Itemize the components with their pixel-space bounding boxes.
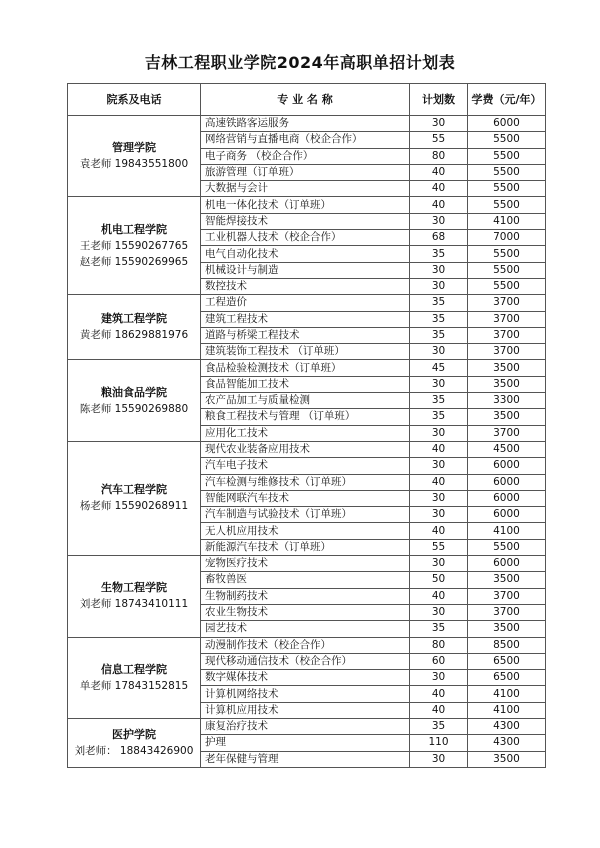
major-name: 农产品加工与质量检测 <box>201 393 410 409</box>
department-contact: 陈老师 15590269880 <box>79 402 189 415</box>
department-name: 汽车工程学院 <box>101 483 167 497</box>
tuition-fee: 3700 <box>468 588 546 604</box>
major-name: 工程造价 <box>201 295 410 311</box>
department-name: 信息工程学院 <box>101 662 167 676</box>
plan-count: 35 <box>410 295 468 311</box>
major-name: 宠物医疗技术 <box>201 556 410 572</box>
department-contact: 袁老师 19843551800 <box>79 158 189 171</box>
major-name: 畜牧兽医 <box>201 572 410 588</box>
table-row <box>68 360 546 376</box>
major-name: 护理 <box>201 735 410 751</box>
table-body <box>68 116 546 768</box>
major-name: 电气自动化技术 <box>201 246 410 262</box>
tuition-fee: 4100 <box>468 213 546 229</box>
major-name: 动漫制作技术（校企合作） <box>201 637 410 653</box>
major-name: 电子商务 （校企合作） <box>201 148 410 164</box>
plan-count: 55 <box>410 539 468 555</box>
plan-count: 30 <box>410 604 468 620</box>
major-name: 农业生物技术 <box>201 604 410 620</box>
plan-count: 30 <box>410 278 468 294</box>
tuition-fee: 3700 <box>468 295 546 311</box>
tuition-fee: 6000 <box>468 556 546 572</box>
plan-count: 30 <box>410 116 468 132</box>
header-fee: 学费（元/年） <box>468 84 546 116</box>
table-header-row <box>68 84 546 116</box>
major-name: 计算机应用技术 <box>201 702 410 718</box>
major-name: 应用化工技术 <box>201 425 410 441</box>
tuition-fee: 3500 <box>468 751 546 767</box>
table-row <box>68 718 546 734</box>
major-name: 汽车电子技术 <box>201 458 410 474</box>
tuition-fee: 6000 <box>468 116 546 132</box>
department-name: 粮油食品学院 <box>101 385 167 399</box>
tuition-fee: 3500 <box>468 376 546 392</box>
table-row <box>68 637 546 653</box>
tuition-fee: 5500 <box>468 262 546 278</box>
major-name: 旅游管理（订单班） <box>201 164 410 180</box>
major-name: 康复治疗技术 <box>201 718 410 734</box>
table-row <box>68 116 546 132</box>
tuition-fee: 3500 <box>468 572 546 588</box>
plan-count: 40 <box>410 702 468 718</box>
major-name: 粮食工程技术与管理 （订单班） <box>201 409 410 425</box>
plan-count: 30 <box>410 670 468 686</box>
tuition-fee: 3700 <box>468 425 546 441</box>
plan-count: 35 <box>410 409 468 425</box>
major-name: 智能网联汽车技术 <box>201 490 410 506</box>
tuition-fee: 4100 <box>468 702 546 718</box>
department-cell <box>68 360 201 441</box>
table-row <box>68 556 546 572</box>
major-name: 数字媒体技术 <box>201 670 410 686</box>
plan-count: 35 <box>410 246 468 262</box>
plan-count: 30 <box>410 507 468 523</box>
plan-count: 80 <box>410 148 468 164</box>
major-name: 道路与桥梁工程技术 <box>201 327 410 343</box>
tuition-fee: 5500 <box>468 197 546 213</box>
tuition-fee: 3500 <box>468 409 546 425</box>
plan-count: 50 <box>410 572 468 588</box>
tuition-fee: 4300 <box>468 735 546 751</box>
department-contact: 杨老师 15590268911 <box>79 500 189 513</box>
department-cell <box>68 295 201 360</box>
department-contact: 王老师 15590267765 <box>79 239 189 252</box>
department-contact: 黄老师 18629881976 <box>79 329 189 342</box>
department-contact: 刘老师： 18843426900 <box>74 744 194 757</box>
tuition-fee: 8500 <box>468 637 546 653</box>
plan-count: 30 <box>410 344 468 360</box>
major-name: 食品检验检测技术（订单班） <box>201 360 410 376</box>
plan-count: 68 <box>410 230 468 246</box>
major-name: 生物制药技术 <box>201 588 410 604</box>
major-name: 机电一体化技术（订单班） <box>201 197 410 213</box>
major-name: 网络营销与直播电商（校企合作） <box>201 132 410 148</box>
tuition-fee: 4100 <box>468 523 546 539</box>
tuition-fee: 4300 <box>468 718 546 734</box>
plan-count: 40 <box>410 164 468 180</box>
major-name: 高速铁路客运服务 <box>201 116 410 132</box>
major-name: 工业机器人技术（校企合作） <box>201 230 410 246</box>
major-name: 现代移动通信技术（校企合作） <box>201 653 410 669</box>
plan-count: 30 <box>410 262 468 278</box>
tuition-fee: 5500 <box>468 246 546 262</box>
department-name: 医护学院 <box>112 727 156 741</box>
tuition-fee: 6500 <box>468 670 546 686</box>
header-major: 专 业 名 称 <box>201 84 410 116</box>
tuition-fee: 3500 <box>468 621 546 637</box>
tuition-fee: 6000 <box>468 490 546 506</box>
tuition-fee: 5500 <box>468 539 546 555</box>
major-name: 智能焊接技术 <box>201 213 410 229</box>
tuition-fee: 5500 <box>468 148 546 164</box>
tuition-fee: 6500 <box>468 653 546 669</box>
plan-count: 80 <box>410 637 468 653</box>
plan-count: 40 <box>410 588 468 604</box>
plan-count: 35 <box>410 311 468 327</box>
plan-count: 30 <box>410 490 468 506</box>
plan-count: 55 <box>410 132 468 148</box>
plan-count: 35 <box>410 718 468 734</box>
major-name: 汽车检测与维修技术（订单班） <box>201 474 410 490</box>
plan-count: 45 <box>410 360 468 376</box>
major-name: 机械设计与制造 <box>201 262 410 278</box>
major-name: 园艺技术 <box>201 621 410 637</box>
department-name: 生物工程学院 <box>101 581 167 595</box>
plan-count: 30 <box>410 751 468 767</box>
department-contact: 赵老师 15590269965 <box>79 255 189 268</box>
tuition-fee: 5500 <box>468 164 546 180</box>
table-row <box>68 441 546 457</box>
tuition-fee: 5500 <box>468 278 546 294</box>
plan-count: 35 <box>410 621 468 637</box>
major-name: 计算机网络技术 <box>201 686 410 702</box>
header-dept: 院系及电话 <box>68 84 201 116</box>
plan-count: 35 <box>410 327 468 343</box>
table-row <box>68 197 546 213</box>
plan-count: 40 <box>410 523 468 539</box>
major-name: 新能源汽车技术（订单班） <box>201 539 410 555</box>
department-cell <box>68 637 201 718</box>
department-name: 管理学院 <box>112 141 156 155</box>
major-name: 建筑工程技术 <box>201 311 410 327</box>
department-cell <box>68 197 201 295</box>
tuition-fee: 3700 <box>468 344 546 360</box>
department-cell <box>68 116 201 197</box>
major-name: 大数据与会计 <box>201 181 410 197</box>
plan-count: 40 <box>410 181 468 197</box>
tuition-fee: 3700 <box>468 311 546 327</box>
enrollment-plan-table <box>67 83 546 768</box>
plan-count: 40 <box>410 441 468 457</box>
plan-count: 60 <box>410 653 468 669</box>
tuition-fee: 3700 <box>468 604 546 620</box>
plan-count: 30 <box>410 213 468 229</box>
department-contact: 刘老师 18743410111 <box>79 598 189 611</box>
major-name: 现代农业装备应用技术 <box>201 441 410 457</box>
plan-count: 40 <box>410 686 468 702</box>
plan-count: 30 <box>410 556 468 572</box>
plan-count: 30 <box>410 458 468 474</box>
major-name: 老年保健与管理 <box>201 751 410 767</box>
tuition-fee: 5500 <box>468 132 546 148</box>
department-name: 机电工程学院 <box>101 222 167 236</box>
header-plan: 计划数 <box>410 84 468 116</box>
tuition-fee: 4100 <box>468 686 546 702</box>
plan-count: 30 <box>410 376 468 392</box>
major-name: 汽车制造与试验技术（订单班） <box>201 507 410 523</box>
tuition-fee: 3300 <box>468 393 546 409</box>
tuition-fee: 5500 <box>468 181 546 197</box>
table-row <box>68 295 546 311</box>
plan-count: 40 <box>410 197 468 213</box>
major-name: 食品智能加工技术 <box>201 376 410 392</box>
department-contact: 单老师 17843152815 <box>79 679 189 692</box>
tuition-fee: 4500 <box>468 441 546 457</box>
plan-count: 30 <box>410 425 468 441</box>
department-name: 建筑工程学院 <box>101 312 167 326</box>
page-title: 吉林工程职业学院2024年高职单招计划表 <box>144 53 456 72</box>
major-name: 数控技术 <box>201 278 410 294</box>
plan-count: 40 <box>410 474 468 490</box>
major-name: 建筑装饰工程技术 （订单班） <box>201 344 410 360</box>
plan-count: 110 <box>410 735 468 751</box>
tuition-fee: 3700 <box>468 327 546 343</box>
tuition-fee: 7000 <box>468 230 546 246</box>
plan-count: 35 <box>410 393 468 409</box>
tuition-fee: 6000 <box>468 474 546 490</box>
tuition-fee: 6000 <box>468 458 546 474</box>
department-cell <box>68 556 201 637</box>
major-name: 无人机应用技术 <box>201 523 410 539</box>
tuition-fee: 6000 <box>468 507 546 523</box>
tuition-fee: 3500 <box>468 360 546 376</box>
department-cell <box>68 441 201 555</box>
department-cell <box>68 718 201 767</box>
